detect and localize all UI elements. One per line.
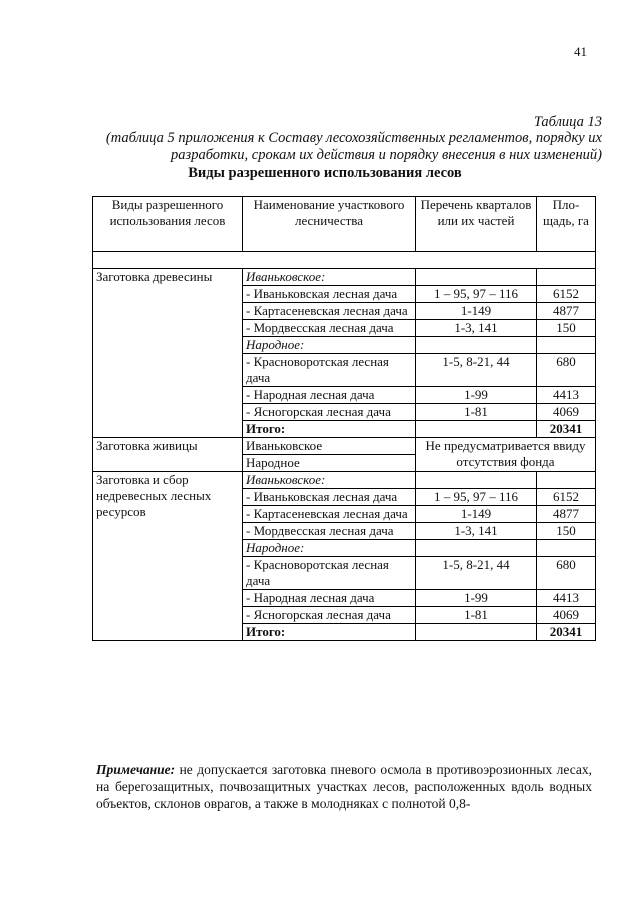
quarters-cell <box>416 472 537 489</box>
area-cell: 4413 <box>537 590 596 607</box>
total-area-cell: 20341 <box>537 624 596 641</box>
quarters-cell: 1-99 <box>416 590 537 607</box>
area-cell <box>537 472 596 489</box>
use-type-cell: Заготовка древесины <box>93 269 243 438</box>
total-label-cell: Итого: <box>243 624 416 641</box>
note-label: Примечание: <box>96 762 176 777</box>
area-cell: 4413 <box>537 387 596 404</box>
quarters-cell <box>416 337 537 354</box>
quarters-cell: 1 – 95, 97 – 116 <box>416 286 537 303</box>
area-cell: 6152 <box>537 489 596 506</box>
spacer-cell <box>93 252 596 269</box>
quarters-cell: 1 – 95, 97 – 116 <box>416 489 537 506</box>
table-row <box>93 438 596 455</box>
forest-dacha-cell: - Ясногорская лесная дача <box>243 607 416 624</box>
forest-dacha-cell: - Народная лесная дача <box>243 590 416 607</box>
use-type-cell: Заготовка и сбор недревесных лесных ресурсов <box>93 472 243 641</box>
forestry-group-cell: Народное: <box>243 337 416 354</box>
quarters-cell: 1-5, 8-21, 44 <box>416 354 537 387</box>
total-label-cell: Итого: <box>243 421 416 438</box>
area-cell: 4877 <box>537 506 596 523</box>
area-cell <box>537 337 596 354</box>
forest-dacha-cell: Иваньковское <box>243 438 416 455</box>
forest-dacha-cell: - Ясногорская лесная дача <box>243 404 416 421</box>
area-cell: 4877 <box>537 303 596 320</box>
quarters-cell: 1-149 <box>416 303 537 320</box>
forest-dacha-cell: - Мордвесская лесная дача <box>243 523 416 540</box>
forestry-group-cell: Народное: <box>243 540 416 557</box>
forest-dacha-cell: Народное <box>243 455 416 472</box>
table-note <box>96 761 592 812</box>
forest-dacha-cell: - Красноворотская лесная дача <box>243 354 416 387</box>
area-cell: 680 <box>537 557 596 590</box>
table-caption-note: (таблица 5 приложения к Составу лесохозяйственных регламентов, порядку их разработки, срокам их действия и порядку внесения в них изменений) <box>105 130 602 163</box>
total-quarters-cell <box>416 624 537 641</box>
total-quarters-cell <box>416 421 537 438</box>
header-type: Виды разрешенного использования лесов <box>93 197 243 252</box>
quarters-cell: 1-81 <box>416 404 537 421</box>
forest-dacha-cell: - Картасеневская лесная дача <box>243 303 416 320</box>
area-cell: 150 <box>537 523 596 540</box>
quarters-cell: 1-3, 141 <box>416 523 537 540</box>
table-caption-label: Таблица 13 <box>533 114 602 130</box>
area-cell: 4069 <box>537 404 596 421</box>
forest-dacha-cell: - Иваньковская лесная дача <box>243 286 416 303</box>
table-row <box>93 269 596 286</box>
quarters-cell: 1-3, 141 <box>416 320 537 337</box>
use-type-cell: Заготовка живицы <box>93 438 243 472</box>
table-title: Виды разрешенного использования лесов <box>188 165 462 181</box>
note-text: не допускается заготовка пневого осмола в противоэрозионных лесах, на берегозащитных, почвозащитных участках лесов, расположенных вдоль водных объектов, склонов оврагов, а также в молодняках с полнотой 0,8- <box>96 762 592 811</box>
forestry-group-cell: Иваньковское: <box>243 269 416 286</box>
quarters-cell <box>416 269 537 286</box>
page-number: 41 <box>574 44 587 59</box>
permitted-use-table <box>92 196 596 641</box>
quarters-cell: 1-149 <box>416 506 537 523</box>
header-forestry: Наименование участкового лесничества <box>243 197 416 252</box>
forestry-group-cell: Иваньковское: <box>243 472 416 489</box>
quarters-cell: 1-5, 8-21, 44 <box>416 557 537 590</box>
table-row <box>93 472 596 489</box>
spacer-row <box>93 252 596 269</box>
area-cell <box>537 540 596 557</box>
forest-dacha-cell: - Иваньковская лесная дача <box>243 489 416 506</box>
quarters-cell: 1-99 <box>416 387 537 404</box>
forest-dacha-cell: - Мордвесская лесная дача <box>243 320 416 337</box>
area-cell <box>537 269 596 286</box>
quarters-cell: 1-81 <box>416 607 537 624</box>
quarters-cell <box>416 540 537 557</box>
not-provided-note-cell: Не предусматривается ввиду отсутствия фонда <box>416 438 596 472</box>
header-area: Пло-щадь, га <box>537 197 596 252</box>
header-row <box>93 197 596 252</box>
area-cell: 4069 <box>537 607 596 624</box>
area-cell: 6152 <box>537 286 596 303</box>
total-area-cell: 20341 <box>537 421 596 438</box>
area-cell: 150 <box>537 320 596 337</box>
area-cell: 680 <box>537 354 596 387</box>
forest-dacha-cell: - Народная лесная дача <box>243 387 416 404</box>
forest-dacha-cell: - Картасеневская лесная дача <box>243 506 416 523</box>
header-quarters: Перечень кварталов или их частей <box>416 197 537 252</box>
forest-dacha-cell: - Красноворотская лесная дача <box>243 557 416 590</box>
